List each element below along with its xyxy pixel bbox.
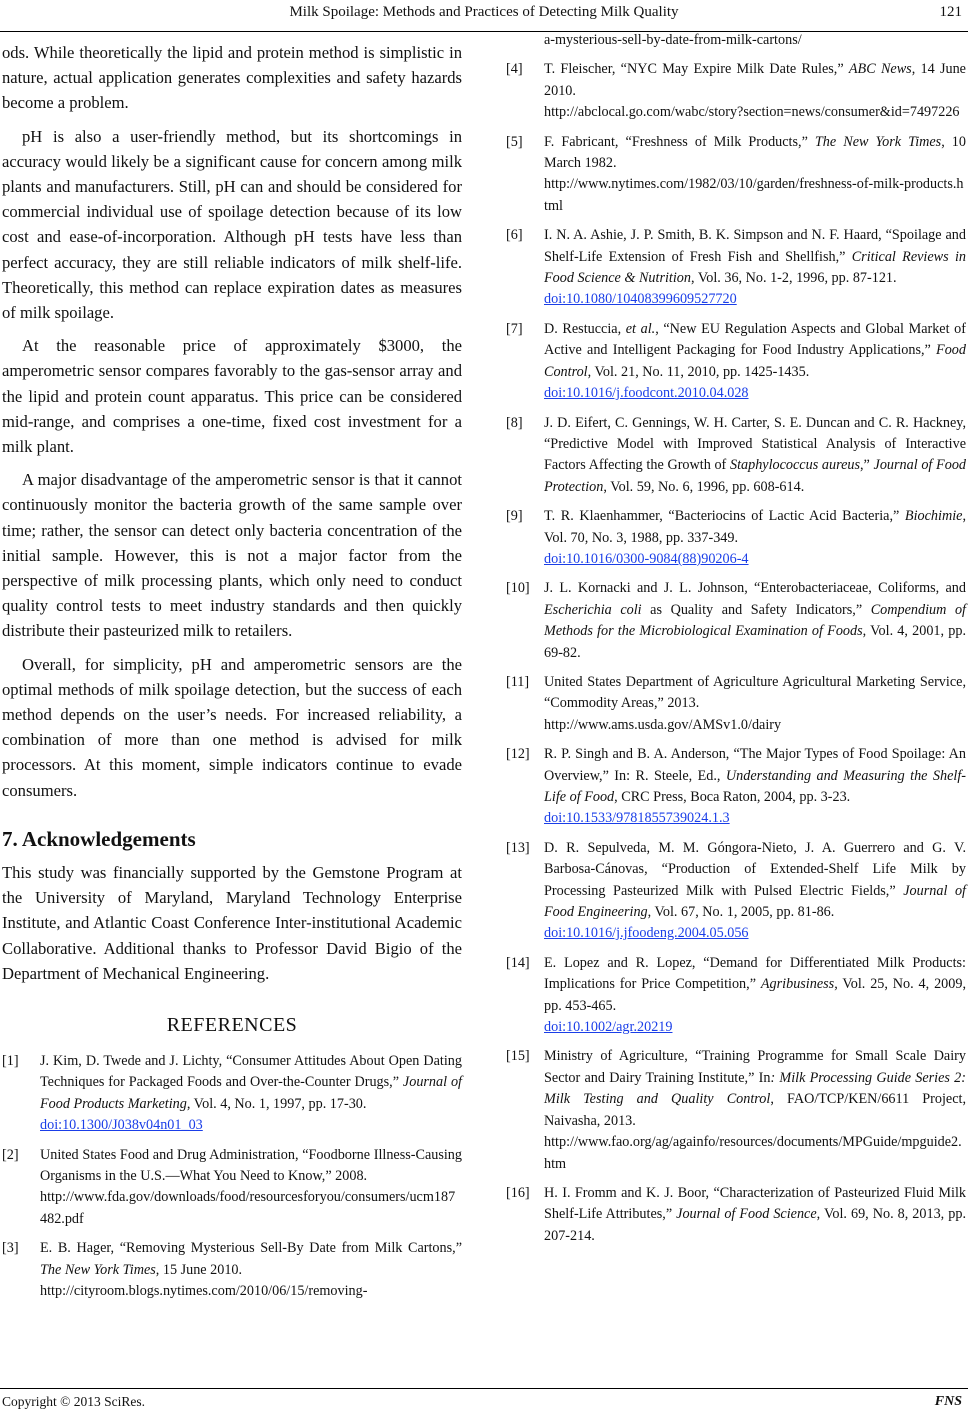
reference-number: [12] xyxy=(506,746,530,763)
reference-continuation: a-mysterious-sell-by-date-from-milk-cartons/ xyxy=(544,32,802,48)
reference-number: [2] xyxy=(2,1146,19,1163)
reference-item: [1] J. Kim, D. Twede and J. Lichty, “Consumer Attitudes About Open Dating Techniques for Packaged Foods and Over-the-Counter Drugs,” Journal of Food Products Marketing, Vol. 4, No. 1, 1997, pp. 17-30. doi:10.1300/J038v04n01_03 xyxy=(2,1051,462,1137)
reference-item: [5] F. Fabricant, “Freshness of Milk Products,” The New York Times, 10 March 1982. http://www.nytimes.com/1982/03/10/garden/freshness-of-milk-products.html xyxy=(506,132,966,218)
doi-link[interactable]: doi:10.1016/j.foodcont.2010.04.028 xyxy=(544,385,749,402)
reference-item: [12] R. P. Singh and B. A. Anderson, “The Major Types of Food Spoilage: An Overview,” In: R. Steele, Ed., Understanding and Measuring the Shelf-Life of Food, CRC Press, Boca Raton, 2004, pp. 3-23. doi:10.1533/9781855739024.1.3 xyxy=(506,744,966,830)
copyright-notice: Copyright © 2013 SciRes. xyxy=(2,1394,146,1409)
reference-item: [16] H. I. Fromm and K. J. Boor, “Characterization of Pasteurized Fluid Milk Shelf-Life Attributes,” Journal of Food Science, Vol. 69, No. 8, 2013, pp. 207-214. xyxy=(506,1184,966,1244)
reference-number: [11] xyxy=(506,673,530,690)
reference-item: [7] D. Restuccia, et al., “New EU Regulation Aspects and Global Market of Active and Intelligent Packaging for Food Industry Applications,” Food Control, Vol. 21, No. 11, 2010, pp. 1425-1435. doi:10.1016/j.foodcont.2010.04.028 xyxy=(506,319,966,405)
reference-number: [4] xyxy=(506,61,523,78)
acknowledgements-heading: 7. Acknowledgements xyxy=(2,826,196,851)
reference-number: [6] xyxy=(506,227,523,244)
references-heading: REFERENCES xyxy=(166,1013,298,1036)
reference-url: http://www.ams.usda.gov/AMSv1.0/dairy xyxy=(544,716,782,733)
reference-number: [1] xyxy=(2,1052,19,1069)
reference-item: [8] J. D. Eifert, C. Gennings, W. H. Carter, S. E. Duncan and C. R. Hackney, “Predictive Model with Improved Statistical Analysis of Interactive Factors Affecting the Growth of Staphylococcus aureus,” Journal of Food Protection, Vol. 59, No. 6, 1996, pp. 608-614. xyxy=(506,414,967,495)
reference-url: http://www.fao.org/ag/againfo/resources/documents/MPGuide/mpguide2.htm xyxy=(544,1134,962,1172)
reference-url: http://abclocal.go.com/wabc/story?section=news/consumer&id=7497226 xyxy=(544,104,960,121)
reference-number: [3] xyxy=(2,1240,19,1257)
body-paragraph: Overall, for simplicity, pH and amperometric sensors are the optimal methods of milk spoilage detection, but the success of each method depends on the user’s needs. For increased reliability, a combination of more than one method is advised for milk processors. At this moment, simple indicators continue to evade consumers. xyxy=(2,654,462,800)
doi-link[interactable]: doi:10.1300/J038v04n01_03 xyxy=(40,1117,203,1134)
doi-link[interactable]: doi:10.1002/agr.20219 xyxy=(544,1019,673,1036)
doi-link[interactable]: doi:10.1533/9781855739024.1.3 xyxy=(544,810,730,827)
page-header xyxy=(0,4,968,28)
reference-item: [10] J. L. Kornacki and J. L. Johnson, “Enterobacteriaceae, Coliforms, and Escherichia coli as Quality and Safety Indicators,” Compendium of Methods for the Microbiological Examination of Foods, Vol. 4, 2001, pp. 69-82. xyxy=(506,580,966,661)
doi-link[interactable]: doi:10.1080/10408399609527720 xyxy=(544,291,737,308)
journal-abbrev: FNS xyxy=(934,1394,962,1409)
reference-number: [5] xyxy=(506,133,523,150)
doi-link[interactable]: doi:10.1016/0300-9084(88)90206-4 xyxy=(544,550,749,567)
right-column xyxy=(506,30,966,1247)
doi-link[interactable]: doi:10.1016/j.jfoodeng.2004.05.056 xyxy=(544,925,749,942)
left-column xyxy=(2,40,462,1302)
reference-item: [9] T. R. Klaenhammer, “Bacteriocins of Lactic Acid Bacteria,” Biochimie, Vol. 70, No. 3, 1988, pp. 337-349. doi:10.1016/0300-9084(88)90206-4 xyxy=(506,506,966,570)
reference-item: [13] D. R. Sepulveda, M. M. Góngora-Nieto, J. A. Guerrero and G. V. Barbosa-Cánovas, “Production of Extended-Shelf Life Milk by Processing Pasteurized Milk with Pulsed Electric Fields,” Journal of Food Engineering, Vol. 67, No. 1, 2005, pp. 81-86. doi:10.1016/j.jfoodeng.2004.05.056 xyxy=(506,838,966,945)
body-paragraph: A major disadvantage of the amperometric sensor is that it cannot continuously monitor the bacteria growth of the same sample over time; rather, the sensor can detect only bacteria concentration of the initial sample. However, this is not a major factor from the perspective of milk processing plants, which only need to conduct quality control tests to meet industry standards and then quickly distribute their pasteurized milk to retailers. xyxy=(2,470,462,641)
body-paragraph: ods. While theoretically the lipid and protein method is simplistic in nature, actual application generates complexities and safety hazards become a problem. xyxy=(2,43,462,113)
reference-number: [8] xyxy=(506,414,523,431)
running-title: Milk Spoilage: Methods and Practices of Detecting Milk Quality xyxy=(289,4,679,20)
page-number: 121 xyxy=(939,4,962,20)
reference-url: http://www.nytimes.com/1982/03/10/garden/freshness-of-milk-products.html xyxy=(544,176,964,214)
reference-item: [3] E. B. Hager, “Removing Mysterious Sell-By Date from Milk Cartons,” The New York Times, 15 June 2010. http://cityroom.blogs.nytimes.com/2010/06/15/removing- xyxy=(2,1238,462,1302)
body-paragraph: pH is also a user-friendly method, but its shortcomings in accuracy would likely be a significant cause for concern among milk plants and manufacturers. Still, pH can and should be considered for commercial individual use of spoilage detection because of its low cost and ease-of-incorporation. Although pH tests have less than perfect accuracy, they are still reliable indicators of milk shelf-life. Theoretically, this method can replace expiration dates as measures of milk spoilage. xyxy=(2,126,462,323)
reference-number: [16] xyxy=(506,1184,530,1201)
reference-number: [10] xyxy=(506,580,530,597)
body-paragraph: At the reasonable price of approximately $3000, the amperometric sensor compares favorably to the gas-sensor array and the lipid and protein count apparatus. This price can be considered mid-range, and comprises a one-time, fixed cost investment for a milk plant. xyxy=(2,336,462,457)
reference-item: [2] United States Food and Drug Administration, “Foodborne Illness-Causing Organisms in the U.S.—What You Need to Know,” 2008. http://www.fda.gov/downloads/food/resourcesforyou/consumers/ucm187482.pdf xyxy=(2,1145,462,1231)
reference-number: [15] xyxy=(506,1048,530,1065)
reference-url: http://www.fda.gov/downloads/food/resourcesforyou/consumers/ucm187482.pdf xyxy=(40,1189,456,1227)
reference-item: [6] I. N. A. Ashie, J. P. Smith, B. K. Simpson and N. F. Haard, “Spoilage and Shelf-Life Extension of Fresh Fish and Shellfish,” Critical Reviews in Food Science & Nutrition, Vol. 36, No. 1-2, 1996, pp. 87-121. doi:10.1080/10408399609527720 xyxy=(506,225,966,311)
reference-number: [13] xyxy=(506,839,530,856)
reference-number: [7] xyxy=(506,320,523,337)
reference-item: [11] United States Department of Agriculture Agricultural Marketing Service, “Commodity Areas,” 2013. http://www.ams.usda.gov/AMSv1.0/dairy xyxy=(506,672,966,736)
reference-number: [9] xyxy=(506,508,523,525)
reference-number: [14] xyxy=(506,954,530,971)
reference-item: [14] E. Lopez and R. Lopez, “Demand for Differentiated Milk Products: Implications for Price Competition,” Agribusiness, Vol. 25, No. 4, 2009, pp. 453-465. doi:10.1002/agr.20219 xyxy=(506,953,966,1039)
reference-url: http://cityroom.blogs.nytimes.com/2010/06/15/removing- xyxy=(40,1282,368,1299)
acknowledgements-text: This study was financially supported by the Gemstone Program at the University of Maryland, Maryland Technology Enterprise Institute, and Atlantic Coast Conference Inter-institutional Academic Collaborative. Additional thanks to Professor David Bigio of the Department of Mechanical Engineering. xyxy=(2,862,462,983)
reference-item: [4] T. Fleischer, “NYC May Expire Milk Date Rules,” ABC News, 14 June 2010. http://abclocal.go.com/wabc/story?section=news/consumer&id=7497226 xyxy=(506,59,966,123)
reference-item: [15] Ministry of Agriculture, “Training Programme for Small Scale Dairy Sector and Dairy Training Institute,” In: Milk Processing Guide Series 2: Milk Testing and Quality Control, FAO/TCP/KEN/6611 Project, Naivasha, 2013. http://www.fao.org/ag/againfo/resources/documents/MPGuide/mpguide2.htm xyxy=(506,1046,966,1174)
page-footer xyxy=(0,1388,968,1414)
footer-rule xyxy=(0,1388,968,1389)
